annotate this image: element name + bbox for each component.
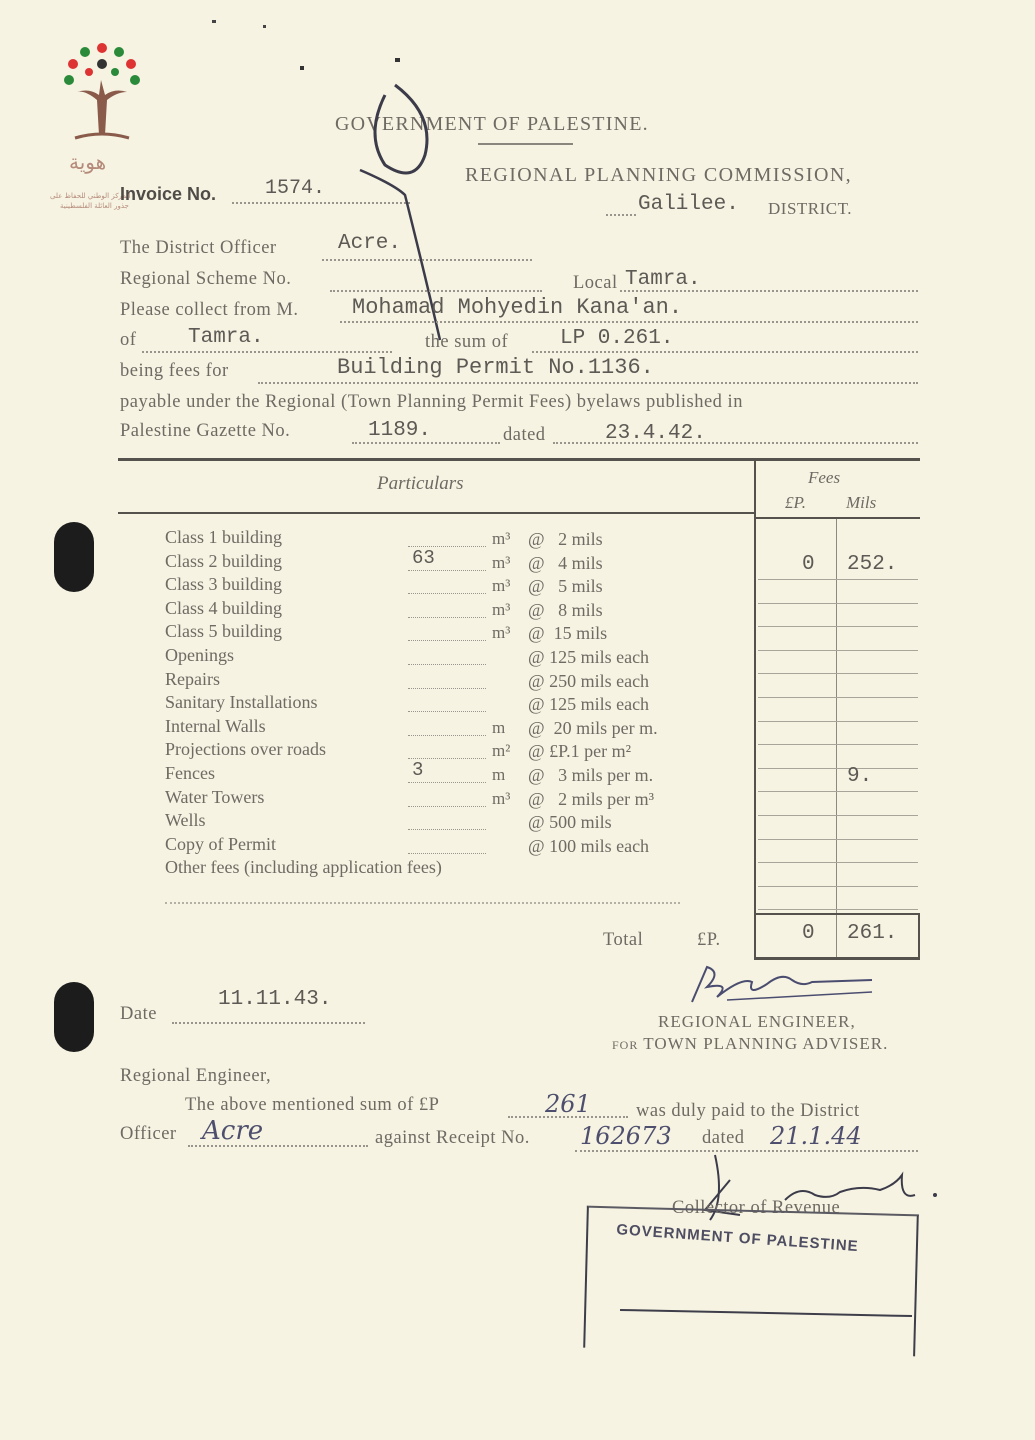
paid-sum: 261 xyxy=(545,1090,591,1118)
fee-row-rate: @ 3 mils per m. xyxy=(528,765,654,785)
fee-row-line xyxy=(758,862,918,863)
fee-row-rate: @ £P.1 per m² xyxy=(528,741,631,762)
fee-row-line xyxy=(758,650,918,651)
fee-row-line xyxy=(758,791,918,792)
fees-divider xyxy=(836,519,837,958)
engineer-signature-icon xyxy=(672,962,882,1012)
dated-label: dated xyxy=(503,425,546,445)
total-lp: 0 xyxy=(802,922,815,945)
fee-row-unit: m xyxy=(492,717,506,737)
table-divider xyxy=(754,460,756,958)
local-value: Tamra. xyxy=(625,268,701,291)
of-value: Tamra. xyxy=(188,326,264,349)
invoice-number: 1574. xyxy=(265,177,326,200)
fee-row-name: Other fees (including application fees) xyxy=(165,857,442,878)
dots xyxy=(188,1145,368,1147)
dots xyxy=(322,259,532,261)
fee-row-name: Class 2 building xyxy=(165,550,283,571)
addressee: Regional Engineer, xyxy=(120,1066,272,1086)
paid-text-2: was duly paid to the District xyxy=(636,1101,860,1121)
total-top-border xyxy=(754,913,920,915)
table-top-border xyxy=(118,458,920,461)
dots xyxy=(532,351,918,353)
fee-row-rate: @ 2 mils xyxy=(528,529,603,549)
fee-row-line xyxy=(758,673,918,674)
fee-row-name: Sanitary Installations xyxy=(165,692,318,713)
fee-row-rate: @ 100 mils each xyxy=(528,835,650,856)
total-right-border xyxy=(918,913,920,960)
fee-row-rate: @ 8 mils xyxy=(528,599,603,620)
lp-header: £P. xyxy=(785,493,806,512)
dots xyxy=(330,290,542,292)
sum-value: LP 0.261. xyxy=(560,327,674,350)
logo-caption-2: جذور العائلة الفلسطينية xyxy=(60,202,129,210)
collect-value: Mohamad Mohyedin Kana'an. xyxy=(352,295,683,320)
fee-row-rate: @ 4 mils xyxy=(528,552,603,573)
officer-value: Acre xyxy=(202,1116,264,1146)
fee-row-line xyxy=(758,579,918,580)
local-label: Local xyxy=(573,273,618,293)
district-label: DISTRICT. xyxy=(768,199,852,218)
scan-speck xyxy=(395,58,400,62)
gazette-value: 1189. xyxy=(368,419,432,442)
mils-header: Mils xyxy=(846,493,877,512)
scheme-label: Regional Scheme No. xyxy=(120,269,292,289)
fee-row-rate: @ 5 mils xyxy=(528,576,603,597)
receipt-label: against Receipt No. xyxy=(375,1128,530,1148)
fee-row-line xyxy=(758,909,918,910)
title-underline xyxy=(478,143,573,145)
district-value: Galilee. xyxy=(638,193,739,216)
fee-row-dots xyxy=(408,664,486,665)
fee-row-rate: @ 125 mils each xyxy=(528,694,650,715)
fee-row-dots xyxy=(408,688,486,689)
fee-row-qty: 63 xyxy=(412,546,435,569)
fee-row-name: Fences xyxy=(165,763,215,783)
fee-row-rate: @ 20 mils per m. xyxy=(528,717,658,738)
fee-row-dots xyxy=(408,782,486,783)
fee-row-line xyxy=(758,603,918,604)
fee-row-line xyxy=(758,626,918,627)
receipt-dated-label: dated xyxy=(702,1128,745,1148)
payable-text: payable under the Regional (Town Planning Permit Fees) byelaws published in xyxy=(120,392,743,412)
particulars-extra-line xyxy=(165,902,680,904)
district-officer-value: Acre. xyxy=(338,232,402,255)
fee-row-unit: m³ xyxy=(492,623,511,643)
gazette-label: Palestine Gazette No. xyxy=(120,421,291,441)
fee-row-unit: m² xyxy=(492,741,511,761)
fee-row-line xyxy=(758,839,918,840)
receipt-value: 162673 xyxy=(580,1122,672,1150)
fee-row-name: Wells xyxy=(165,810,206,831)
fee-row-dots xyxy=(408,640,486,641)
fee-row-mils: 252. xyxy=(847,552,898,576)
fees-header: Fees xyxy=(808,468,841,487)
fee-row-dots xyxy=(408,593,486,594)
fee-row-rate: @ 2 mils per m³ xyxy=(528,788,654,809)
of-label: of xyxy=(120,330,137,350)
fee-row-name: Repairs xyxy=(165,668,220,689)
total-bottom-border xyxy=(754,957,920,960)
fee-row-line xyxy=(758,697,918,698)
dots xyxy=(620,290,918,292)
paid-text-1: The above mentioned sum of £P xyxy=(185,1095,440,1115)
receipt-dated-value: 21.1.44 xyxy=(770,1122,862,1150)
dots xyxy=(142,351,392,353)
fee-row-unit: m³ xyxy=(492,599,511,619)
total-mils: 261. xyxy=(847,922,898,945)
fee-row-unit: m³ xyxy=(492,788,511,808)
fee-row-name: Class 3 building xyxy=(165,574,283,595)
fee-row-qty: 3 xyxy=(412,759,424,781)
fees-header-border xyxy=(754,517,920,519)
fee-row-name: Class 1 building xyxy=(165,527,283,547)
engineer-line-1: REGIONAL ENGINEER, xyxy=(658,1012,856,1031)
district-officer-label: The District Officer xyxy=(120,238,277,258)
fee-row-line xyxy=(758,744,918,745)
invoice-label: Invoice No. xyxy=(120,184,217,204)
government-title: GOVERNMENT OF PALESTINE. xyxy=(335,113,649,135)
fee-row-unit: m xyxy=(492,765,506,784)
fee-row-name: Class 4 building xyxy=(165,597,283,618)
fee-row-dots xyxy=(408,829,486,830)
fee-row-dots xyxy=(408,853,486,854)
fee-row-line xyxy=(758,886,918,887)
collector-label: Collector of Revenue xyxy=(672,1198,841,1218)
fee-row-dots xyxy=(408,570,486,571)
dots xyxy=(258,382,918,384)
fee-row-rate: @ 500 mils xyxy=(528,812,612,833)
scan-speck xyxy=(300,66,304,70)
fee-row-line xyxy=(758,721,918,722)
fee-row-rate: @ 125 mils each xyxy=(528,647,650,667)
fee-row-dots xyxy=(408,617,486,618)
fee-row-unit: m³ xyxy=(492,552,511,572)
fee-row-rate: @ 250 mils each xyxy=(528,670,650,691)
table-header-border xyxy=(118,512,754,514)
fee-row-name: Projections over roads xyxy=(165,739,326,760)
dots xyxy=(340,321,918,323)
total-unit: £P. xyxy=(697,930,721,950)
dots xyxy=(553,442,918,444)
scan-speck xyxy=(212,20,216,23)
logo-text: هوية xyxy=(69,150,107,174)
officer-label: Officer xyxy=(120,1124,177,1144)
scan-speck xyxy=(263,25,266,28)
date-value: 11.11.43. xyxy=(218,988,332,1011)
fee-row-name: Openings xyxy=(165,645,234,665)
fee-row-rate: @ 15 mils xyxy=(528,623,608,644)
commission-title: REGIONAL PLANNING COMMISSION, xyxy=(465,164,853,186)
fee-row-name: Class 5 building xyxy=(165,621,283,642)
dots xyxy=(172,1022,365,1024)
punch-hole xyxy=(54,982,94,1052)
collect-label: Please collect from M. xyxy=(120,300,299,320)
fee-row-unit: m³ xyxy=(492,529,511,548)
particulars-header: Particulars xyxy=(377,473,464,494)
fees-for-label: being fees for xyxy=(120,361,229,381)
engineer-line-2: for TOWN PLANNING ADVISER. xyxy=(612,1034,889,1053)
fee-row-name: Water Towers xyxy=(165,786,265,807)
sum-label: the sum of xyxy=(425,332,509,352)
date-label: Date xyxy=(120,1004,157,1024)
stamp-text: GOVERNMENT OF PALESTINE xyxy=(615,1221,860,1256)
fee-row-mils: 9. xyxy=(847,765,873,788)
fees-for-value: Building Permit No.1136. xyxy=(337,355,654,380)
district-dots xyxy=(606,214,636,216)
fee-row-name: Internal Walls xyxy=(165,715,266,736)
fee-row-unit: m³ xyxy=(492,576,511,596)
revenue-stamp xyxy=(583,1206,919,1357)
fee-row-lp: 0 xyxy=(802,552,815,576)
total-label: Total xyxy=(603,930,644,950)
logo-caption-1: المركز الوطني للحفاظ على xyxy=(50,192,131,200)
fee-row-line xyxy=(758,768,918,769)
fee-row-dots xyxy=(408,735,486,736)
dated-value: 23.4.42. xyxy=(605,422,706,445)
dots xyxy=(352,442,500,444)
fee-row-dots xyxy=(408,711,486,712)
fee-row-dots xyxy=(408,806,486,807)
tree-logo-icon xyxy=(55,40,150,150)
fee-row-name: Copy of Permit xyxy=(165,833,276,854)
fee-row-line xyxy=(758,815,918,816)
punch-hole xyxy=(54,522,94,592)
